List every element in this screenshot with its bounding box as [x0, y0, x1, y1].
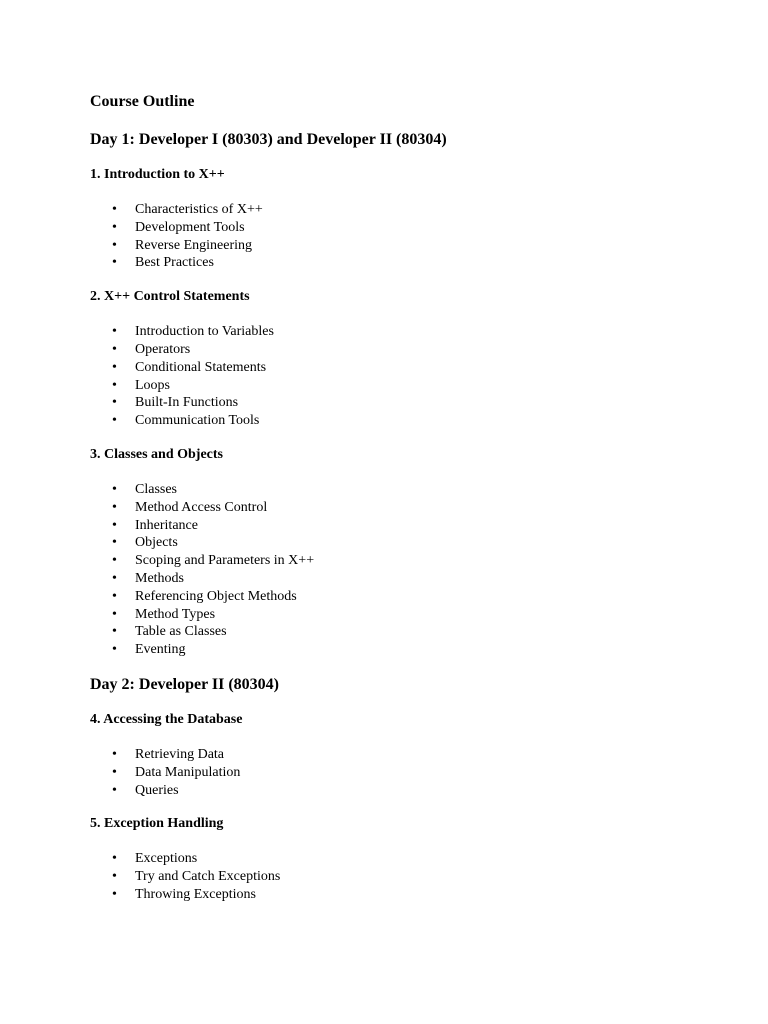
- list-item-text: Methods: [135, 570, 184, 586]
- list-item-text: Method Access Control: [135, 499, 268, 515]
- list-item-text: Operators: [135, 341, 191, 357]
- bullet-icon: •: [112, 588, 117, 604]
- list-item-text: Communication Tools: [135, 413, 260, 429]
- section-1-heading: 1. Introduction to X++: [90, 167, 225, 182]
- list-item-text: Characteristics of X++: [135, 202, 263, 217]
- bullet-icon: •: [112, 746, 117, 762]
- list-item: [90, 552, 730, 570]
- list-item-text: Eventing: [135, 642, 186, 658]
- bullet-icon: •: [112, 413, 117, 429]
- list-item: [90, 850, 730, 868]
- list-item-text: Retrieving Data: [135, 746, 225, 762]
- list-item: [90, 377, 730, 395]
- list-item: [90, 254, 730, 272]
- list-item-text: Exceptions: [135, 851, 198, 867]
- list-item: [90, 323, 730, 341]
- list-item: [90, 623, 730, 641]
- section-5-heading: 5. Exception Handling: [90, 816, 224, 832]
- list-item: [90, 606, 730, 624]
- list-item-text: Loops: [135, 377, 170, 393]
- list-item-text: Conditional Statements: [135, 359, 267, 375]
- bullet-icon: •: [112, 202, 117, 217]
- list-item: [90, 782, 730, 800]
- list-item-text: Scoping and Parameters in X++: [135, 553, 315, 569]
- bullet-icon: •: [112, 570, 117, 586]
- bullet-icon: •: [112, 359, 117, 375]
- list-item: [90, 517, 730, 535]
- list-item: [90, 341, 730, 359]
- bullet-icon: •: [112, 219, 117, 235]
- bullet-icon: •: [112, 782, 117, 798]
- list-item-text: Introduction to Variables: [135, 324, 274, 340]
- list-item-text: Try and Catch Exceptions: [135, 869, 281, 885]
- list-item: [90, 359, 730, 377]
- list-item-text: Method Types: [135, 606, 216, 622]
- bullet-icon: •: [112, 851, 117, 867]
- section-1-list: [90, 201, 730, 272]
- section-3-heading: 3. Classes and Objects: [90, 446, 224, 462]
- section-2-list: [90, 323, 730, 430]
- list-item: [90, 641, 730, 659]
- list-item-text: Best Practices: [135, 255, 214, 271]
- day-1-heading: Day 1: Developer I (80303) and Developer II (80304): [90, 131, 447, 148]
- list-item: [90, 219, 730, 237]
- bullet-icon: •: [112, 535, 117, 551]
- bullet-icon: •: [112, 324, 117, 340]
- list-item-text: Development Tools: [135, 219, 245, 235]
- list-item-text: Queries: [135, 782, 179, 798]
- bullet-icon: •: [112, 886, 117, 902]
- bullet-icon: •: [112, 764, 117, 780]
- list-item: [90, 588, 730, 606]
- list-item-text: Referencing Object Methods: [135, 588, 297, 604]
- list-item-text: Reverse Engineering: [135, 237, 253, 253]
- bullet-icon: •: [112, 642, 117, 658]
- list-item-text: Inheritance: [135, 517, 198, 533]
- list-item: [90, 481, 730, 499]
- bullet-icon: •: [112, 237, 117, 253]
- bullet-icon: •: [112, 395, 117, 411]
- list-item-text: Data Manipulation: [135, 764, 241, 780]
- bullet-icon: •: [112, 606, 117, 622]
- list-item: [90, 394, 730, 412]
- bullet-icon: •: [112, 624, 117, 640]
- list-item: [90, 201, 730, 219]
- list-item: [90, 886, 730, 904]
- bullet-icon: •: [112, 499, 117, 515]
- bullet-icon: •: [112, 341, 117, 357]
- list-item: [90, 746, 730, 764]
- list-item-text: Classes: [135, 481, 177, 497]
- list-item: [90, 412, 730, 430]
- list-item-text: Table as Classes: [135, 624, 227, 640]
- day-2-heading: Day 2: Developer II (80304): [90, 675, 280, 693]
- bullet-icon: •: [112, 255, 117, 271]
- list-item: [90, 764, 730, 782]
- bullet-icon: •: [112, 869, 117, 885]
- list-item-text: Built-In Functions: [135, 395, 239, 411]
- list-item: [90, 868, 730, 886]
- section-3-list: [90, 481, 730, 659]
- list-item-text: Objects: [135, 535, 178, 551]
- section-4-heading: 4. Accessing the Database: [90, 711, 243, 727]
- list-item: [90, 499, 730, 517]
- bullet-icon: •: [112, 377, 117, 393]
- list-item: [90, 534, 730, 552]
- section-4-list: [90, 746, 730, 799]
- bullet-icon: •: [112, 481, 117, 497]
- document-title: Course Outline: [90, 93, 195, 110]
- bullet-icon: •: [112, 517, 117, 533]
- list-item: [90, 570, 730, 588]
- document-page: [90, 92, 730, 920]
- section-5-list: [90, 850, 730, 903]
- bullet-icon: •: [112, 553, 117, 569]
- list-item-text: Throwing Exceptions: [135, 886, 256, 902]
- list-item: [90, 237, 730, 255]
- section-2-heading: 2. X++ Control Statements: [90, 289, 250, 305]
